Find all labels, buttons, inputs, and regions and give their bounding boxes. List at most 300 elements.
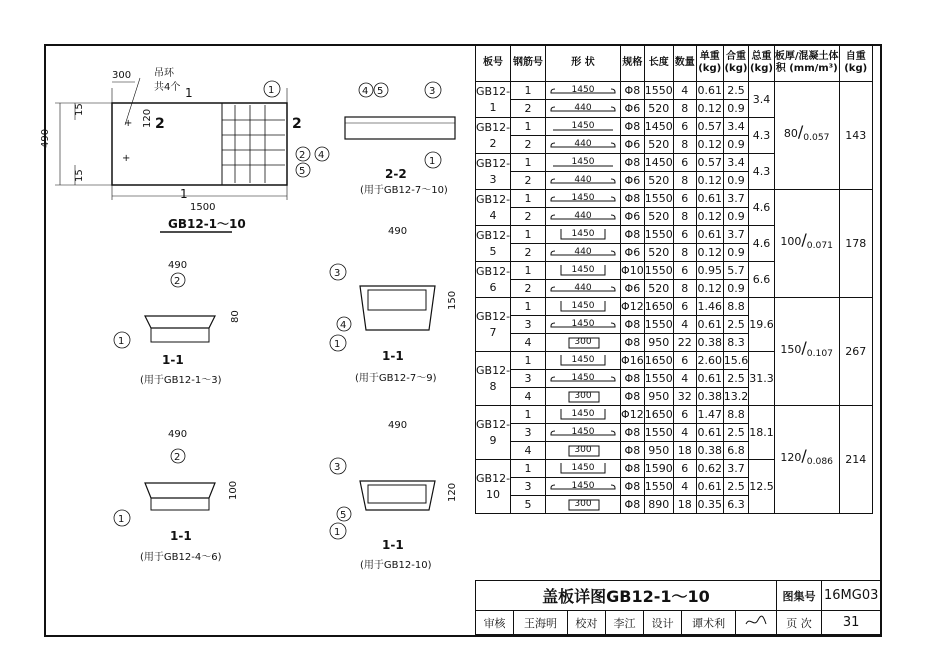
sec-b-callout-1: 1: [334, 339, 341, 350]
shape-cell: [546, 154, 621, 172]
table-cell: 1550: [644, 262, 673, 280]
drawing-title: 盖板详图GB12-1～10: [476, 581, 777, 611]
table-cell: 8.3: [723, 334, 749, 352]
table-cell: 520: [644, 136, 673, 154]
sec-d-dim-120: 120: [447, 482, 458, 502]
table-cell: Φ8: [621, 334, 645, 352]
table-cell: Φ10: [621, 262, 645, 280]
rebar-shape-icon: [547, 137, 619, 152]
table-cell: Φ6: [621, 244, 645, 262]
rebar-table-body: [476, 82, 873, 514]
svg-text:+: +: [124, 118, 133, 129]
table-cell: 6.3: [723, 496, 749, 514]
shape-cell: [546, 190, 621, 208]
table-cell: 0.12: [696, 208, 723, 226]
table-cell: Φ8: [621, 82, 645, 100]
table-cell: 1550: [644, 424, 673, 442]
plan-section-2-label: 2: [155, 116, 165, 132]
thickness-volume-cell: [774, 190, 839, 298]
table-cell: 4: [673, 424, 696, 442]
table-cell: 2: [511, 172, 546, 190]
thickness-volume-cell: [774, 298, 839, 406]
shape-cell: [546, 172, 621, 190]
sec22-callout-4: 4: [362, 86, 369, 97]
sec-b-note: (用于GB12-7～9): [355, 373, 437, 384]
sec22-callout-1: 1: [429, 156, 436, 167]
table-cell: 0.9: [723, 172, 749, 190]
table-cell: Φ12: [621, 406, 645, 424]
table-cell: Φ8: [621, 478, 645, 496]
table-cell: 4: [511, 388, 546, 406]
table-cell: 2: [511, 280, 546, 298]
signature-mark: [744, 614, 768, 628]
sec-c-dim-490: 490: [168, 429, 188, 440]
table-cell: 0.9: [723, 208, 749, 226]
table-cell: 1: [511, 298, 546, 316]
design-label: 设计: [644, 611, 682, 635]
table-cell: 4: [511, 334, 546, 352]
table-cell: 3.4: [749, 82, 775, 118]
shape-dim-label: 300: [574, 445, 592, 455]
table-cell: 1550: [644, 190, 673, 208]
table-cell: 6: [673, 190, 696, 208]
rebar-shape-icon: [547, 425, 619, 440]
table-cell: 1: [511, 226, 546, 244]
table-row: [476, 190, 873, 208]
shape-dim-label: 440: [574, 139, 592, 149]
shape-cell: [546, 208, 621, 226]
table-cell: 1: [511, 82, 546, 100]
sec-b-dim-150: 150: [447, 290, 458, 310]
rebar-shape-icon: [547, 389, 619, 404]
table-cell: 0.61: [696, 424, 723, 442]
rebar-shape-icon: [547, 209, 619, 224]
table-cell: 1550: [644, 478, 673, 496]
plan-dim-1500: 1500: [190, 202, 216, 213]
table-cell: 1.46: [696, 298, 723, 316]
concrete-volume: 0.071: [806, 240, 833, 252]
table-cell: 5: [511, 496, 546, 514]
table-cell: 18: [673, 496, 696, 514]
table-cell: 0.35: [696, 496, 723, 514]
shape-cell: [546, 226, 621, 244]
table-cell: 3: [511, 478, 546, 496]
table-cell: 2: [511, 244, 546, 262]
section-1-1-d: [330, 420, 458, 571]
table-cell: 0.9: [723, 280, 749, 298]
shape-dim-label: 1450: [571, 157, 595, 167]
table-cell: 4.3: [749, 154, 775, 190]
table-cell: Φ6: [621, 136, 645, 154]
atlas-number: 16MG03: [822, 581, 881, 611]
shape-cell: [546, 424, 621, 442]
title-block: [475, 580, 881, 635]
header-cell: 单重 (kg): [696, 45, 723, 82]
table-cell: 0.9: [723, 244, 749, 262]
self-weight-cell: 143: [839, 82, 872, 190]
sec-c-dim-100: 100: [228, 480, 239, 500]
table-cell: 22: [673, 334, 696, 352]
rebar-shape-icon: [547, 407, 619, 422]
rebar-shape-icon: [547, 119, 619, 134]
shape-dim-label: 300: [574, 391, 592, 401]
table-cell: 31.3: [749, 352, 775, 406]
rebar-shape-icon: [547, 443, 619, 458]
table-cell: 1: [511, 406, 546, 424]
table-cell: 1550: [644, 82, 673, 100]
rebar-shape-icon: [547, 353, 619, 368]
sec-b-callout-4: 4: [340, 320, 347, 331]
shape-dim-label: 1450: [571, 373, 595, 383]
table-cell: 8: [673, 244, 696, 262]
rebar-shape-icon: [547, 335, 619, 350]
table-cell: 890: [644, 496, 673, 514]
table-cell: 2: [511, 136, 546, 154]
table-cell: 4: [511, 442, 546, 460]
table-cell: 2: [511, 100, 546, 118]
sec-d-note: (用于GB12-10): [360, 560, 432, 571]
table-cell: 6: [673, 118, 696, 136]
table-cell: Φ6: [621, 280, 645, 298]
shape-dim-label: 1450: [571, 355, 595, 365]
table-cell: 0.9: [723, 100, 749, 118]
rebar-table-header: [476, 45, 873, 82]
slab-thickness: 120: [780, 451, 802, 465]
table-cell: GB12-4: [476, 190, 511, 226]
header-cell: 钢筋号: [511, 45, 546, 82]
table-cell: 1450: [644, 154, 673, 172]
table-cell: 0.12: [696, 100, 723, 118]
table-cell: 3.7: [723, 460, 749, 478]
table-cell: 0.61: [696, 82, 723, 100]
table-cell: 6.6: [749, 262, 775, 298]
table-row: [476, 298, 873, 316]
designer-name: 谭术利: [682, 611, 736, 635]
slab-thickness: 100: [780, 235, 802, 249]
table-cell: 0.95: [696, 262, 723, 280]
rebar-shape-icon: [547, 497, 619, 512]
shape-dim-label: 1450: [571, 301, 595, 311]
callout-1: 1: [268, 85, 275, 96]
sec-d-callout-1: 1: [334, 527, 341, 538]
table-cell: 6: [673, 154, 696, 172]
table-cell: 1: [511, 460, 546, 478]
header-cell: 规格: [621, 45, 645, 82]
table-cell: GB12-5: [476, 226, 511, 262]
table-cell: 8: [673, 280, 696, 298]
table-cell: 950: [644, 442, 673, 460]
table-cell: 4: [673, 478, 696, 496]
page-label: 页 次: [777, 611, 822, 635]
table-cell: 4.6: [749, 226, 775, 262]
table-cell: 950: [644, 388, 673, 406]
table-cell: 2: [511, 208, 546, 226]
table-cell: Φ8: [621, 154, 645, 172]
table-cell: 0.12: [696, 280, 723, 298]
table-cell: 0.38: [696, 388, 723, 406]
table-cell: 1590: [644, 460, 673, 478]
sec22-callout-5: 5: [377, 86, 384, 97]
table-cell: 6: [673, 226, 696, 244]
table-cell: GB12-7: [476, 298, 511, 352]
shape-cell: [546, 316, 621, 334]
plan-dim-300: 300: [112, 70, 132, 81]
sec-c-callout-1: 1: [118, 514, 125, 525]
table-cell: 2.5: [723, 424, 749, 442]
fraction-slash: /: [801, 230, 807, 250]
shape-dim-label: 440: [574, 283, 592, 293]
rebar-shape-icon: [547, 263, 619, 278]
shape-cell: [546, 262, 621, 280]
sec22-callout-3: 3: [429, 86, 436, 97]
header-cell: 长度: [644, 45, 673, 82]
sec-a-callout-2: 2: [174, 276, 181, 287]
table-cell: 1: [511, 352, 546, 370]
shape-dim-label: 1450: [571, 85, 595, 95]
table-cell: 0.38: [696, 334, 723, 352]
sec-a-callout-1: 1: [118, 336, 125, 347]
sec-b-callout-3: 3: [334, 268, 341, 279]
rebar-shape-icon: [547, 245, 619, 260]
shape-cell: [546, 406, 621, 424]
rebar-shape-icon: [547, 461, 619, 476]
table-cell: 6: [673, 406, 696, 424]
table-cell: 4: [673, 316, 696, 334]
fraction-slash: /: [801, 338, 807, 358]
shape-cell: [546, 280, 621, 298]
table-cell: 13.2: [723, 388, 749, 406]
lift-ring-label: 吊环: [154, 68, 174, 79]
sec-c-callout-2: 2: [174, 452, 181, 463]
table-cell: 18: [673, 442, 696, 460]
shape-cell: [546, 478, 621, 496]
table-cell: Φ8: [621, 496, 645, 514]
shape-dim-label: 440: [574, 247, 592, 257]
table-cell: 18.1: [749, 406, 775, 460]
table-cell: 8: [673, 172, 696, 190]
table-cell: 0.57: [696, 154, 723, 172]
table-cell: GB12-6: [476, 262, 511, 298]
thickness-volume-cell: [774, 82, 839, 190]
table-row: [476, 406, 873, 424]
plan-dim-120: 120: [142, 108, 153, 128]
table-cell: 1550: [644, 226, 673, 244]
table-cell: 5.7: [723, 262, 749, 280]
shape-dim-label: 1450: [571, 463, 595, 473]
checker-name: 李江: [605, 611, 643, 635]
table-cell: 950: [644, 334, 673, 352]
plan-dim-15-top: 15: [74, 103, 85, 116]
table-cell: 1.47: [696, 406, 723, 424]
shape-dim-label: 300: [574, 499, 592, 509]
sec-d-callout-3: 3: [334, 462, 341, 473]
table-cell: 0.62: [696, 460, 723, 478]
table-cell: 4: [673, 370, 696, 388]
shape-cell: [546, 82, 621, 100]
header-cell: 自重 (kg): [839, 45, 872, 82]
table-cell: 1: [511, 262, 546, 280]
rebar-shape-icon: [547, 191, 619, 206]
table-cell: Φ6: [621, 100, 645, 118]
table-cell: 8.8: [723, 406, 749, 424]
table-cell: 1550: [644, 370, 673, 388]
table-cell: 520: [644, 208, 673, 226]
table-cell: GB12-9: [476, 406, 511, 460]
self-weight-cell: 214: [839, 406, 872, 514]
table-cell: 2.5: [723, 370, 749, 388]
table-cell: GB12-3: [476, 154, 511, 190]
self-weight-cell: 178: [839, 190, 872, 298]
sec-d-callout-5: 5: [340, 510, 347, 521]
table-cell: 0.57: [696, 118, 723, 136]
table-cell: 3.4: [723, 118, 749, 136]
table-cell: 3: [511, 316, 546, 334]
rebar-shape-icon: [547, 173, 619, 188]
shape-cell: [546, 460, 621, 478]
table-cell: 1650: [644, 298, 673, 316]
shape-dim-label: 440: [574, 211, 592, 221]
atlas-label: 图集号: [777, 581, 822, 611]
table-cell: 2.5: [723, 82, 749, 100]
table-cell: 0.61: [696, 190, 723, 208]
table-cell: 8.8: [723, 298, 749, 316]
table-cell: 12.5: [749, 460, 775, 514]
table-cell: 520: [644, 280, 673, 298]
table-cell: 1: [511, 190, 546, 208]
table-cell: Φ8: [621, 190, 645, 208]
callout-2: 2: [299, 150, 306, 161]
section-2-2: [345, 82, 455, 196]
sec-c-title: 1-1: [170, 529, 192, 543]
check-label: 校对: [567, 611, 605, 635]
table-cell: 3.7: [723, 226, 749, 244]
shape-dim-label: 300: [574, 337, 592, 347]
shape-dim-label: 1450: [571, 193, 595, 203]
table-cell: 2.5: [723, 478, 749, 496]
table-cell: 4.6: [749, 190, 775, 226]
reviewer-name: 王海明: [514, 611, 568, 635]
review-label: 审核: [476, 611, 514, 635]
table-cell: 0.61: [696, 226, 723, 244]
sec-a-dim-80: 80: [230, 310, 241, 323]
table-cell: GB12-1: [476, 82, 511, 118]
table-cell: Φ6: [621, 172, 645, 190]
rebar-shape-icon: [547, 101, 619, 116]
sec-a-note: (用于GB12-1～3): [140, 375, 222, 386]
signature: [735, 611, 776, 635]
sec-b-title: 1-1: [382, 349, 404, 363]
table-cell: 520: [644, 244, 673, 262]
table-cell: Φ6: [621, 208, 645, 226]
header-cell: 数量: [673, 45, 696, 82]
table-cell: 1: [511, 118, 546, 136]
rebar-shape-icon: [547, 155, 619, 170]
table-cell: 1650: [644, 352, 673, 370]
table-cell: Φ16: [621, 352, 645, 370]
slab-thickness: 150: [780, 343, 802, 357]
table-cell: 4.3: [749, 118, 775, 154]
sec22-title: 2-2: [385, 167, 407, 181]
svg-text:+: +: [122, 153, 131, 164]
shape-dim-label: 1450: [571, 319, 595, 329]
table-cell: 0.61: [696, 316, 723, 334]
table-cell: 0.12: [696, 136, 723, 154]
shape-dim-label: 440: [574, 175, 592, 185]
self-weight-cell: 267: [839, 298, 872, 406]
table-cell: 8: [673, 100, 696, 118]
table-row: [476, 82, 873, 100]
shape-dim-label: 1450: [571, 409, 595, 419]
concrete-volume: 0.086: [806, 456, 833, 468]
table-cell: GB12-10: [476, 460, 511, 514]
plan-section-1-label-bottom: 1: [180, 187, 188, 201]
sec-a-dim-490: 490: [168, 260, 188, 271]
plan-section-1-label: 1: [185, 86, 193, 100]
shape-dim-label: 1450: [571, 481, 595, 491]
sec-c-note: (用于GB12-4～6): [140, 552, 222, 563]
table-cell: 3.4: [723, 154, 749, 172]
table-cell: 3: [511, 424, 546, 442]
shape-dim-label: 1450: [571, 121, 595, 131]
plan-dim-490: 490: [40, 128, 51, 148]
shape-cell: [546, 334, 621, 352]
rebar-shape-icon: [547, 317, 619, 332]
table-cell: 6.8: [723, 442, 749, 460]
table-cell: 0.38: [696, 442, 723, 460]
table-cell: 0.61: [696, 478, 723, 496]
rebar-shape-icon: [547, 281, 619, 296]
sec-d-dim-490: 490: [388, 420, 408, 431]
table-cell: Φ8: [621, 226, 645, 244]
shape-cell: [546, 352, 621, 370]
table-cell: 8: [673, 136, 696, 154]
table-cell: Φ8: [621, 388, 645, 406]
fraction-slash: /: [797, 122, 804, 142]
plan-title: GB12-1～10: [168, 217, 246, 231]
slab-thickness: 80: [783, 127, 798, 141]
table-cell: 0.12: [696, 172, 723, 190]
shape-dim-label: 1450: [571, 427, 595, 437]
shape-cell: [546, 370, 621, 388]
section-1-1-b: [330, 226, 458, 384]
table-cell: 520: [644, 100, 673, 118]
rebar-table: [475, 44, 873, 514]
section-1-1-a: [114, 260, 241, 386]
sec-b-dim-490: 490: [388, 226, 408, 237]
callout-4: 4: [318, 150, 325, 161]
table-cell: Φ8: [621, 424, 645, 442]
table-cell: 1550: [644, 316, 673, 334]
table-cell: 1: [511, 154, 546, 172]
table-cell: 3: [511, 370, 546, 388]
shape-dim-label: 440: [574, 103, 592, 113]
table-cell: Φ8: [621, 460, 645, 478]
shape-cell: [546, 298, 621, 316]
table-cell: 2.5: [723, 316, 749, 334]
table-cell: Φ8: [621, 370, 645, 388]
shape-cell: [546, 136, 621, 154]
callout-5: 5: [299, 166, 306, 177]
plan-view: [40, 67, 329, 232]
shape-dim-label: 1450: [571, 265, 595, 275]
table-cell: GB12-8: [476, 352, 511, 406]
table-cell: 0.61: [696, 370, 723, 388]
table-cell: Φ8: [621, 316, 645, 334]
rebar-shape-icon: [547, 479, 619, 494]
table-cell: 6: [673, 298, 696, 316]
rebar-shape-icon: [547, 371, 619, 386]
header-cell: 总重 (kg): [749, 45, 775, 82]
